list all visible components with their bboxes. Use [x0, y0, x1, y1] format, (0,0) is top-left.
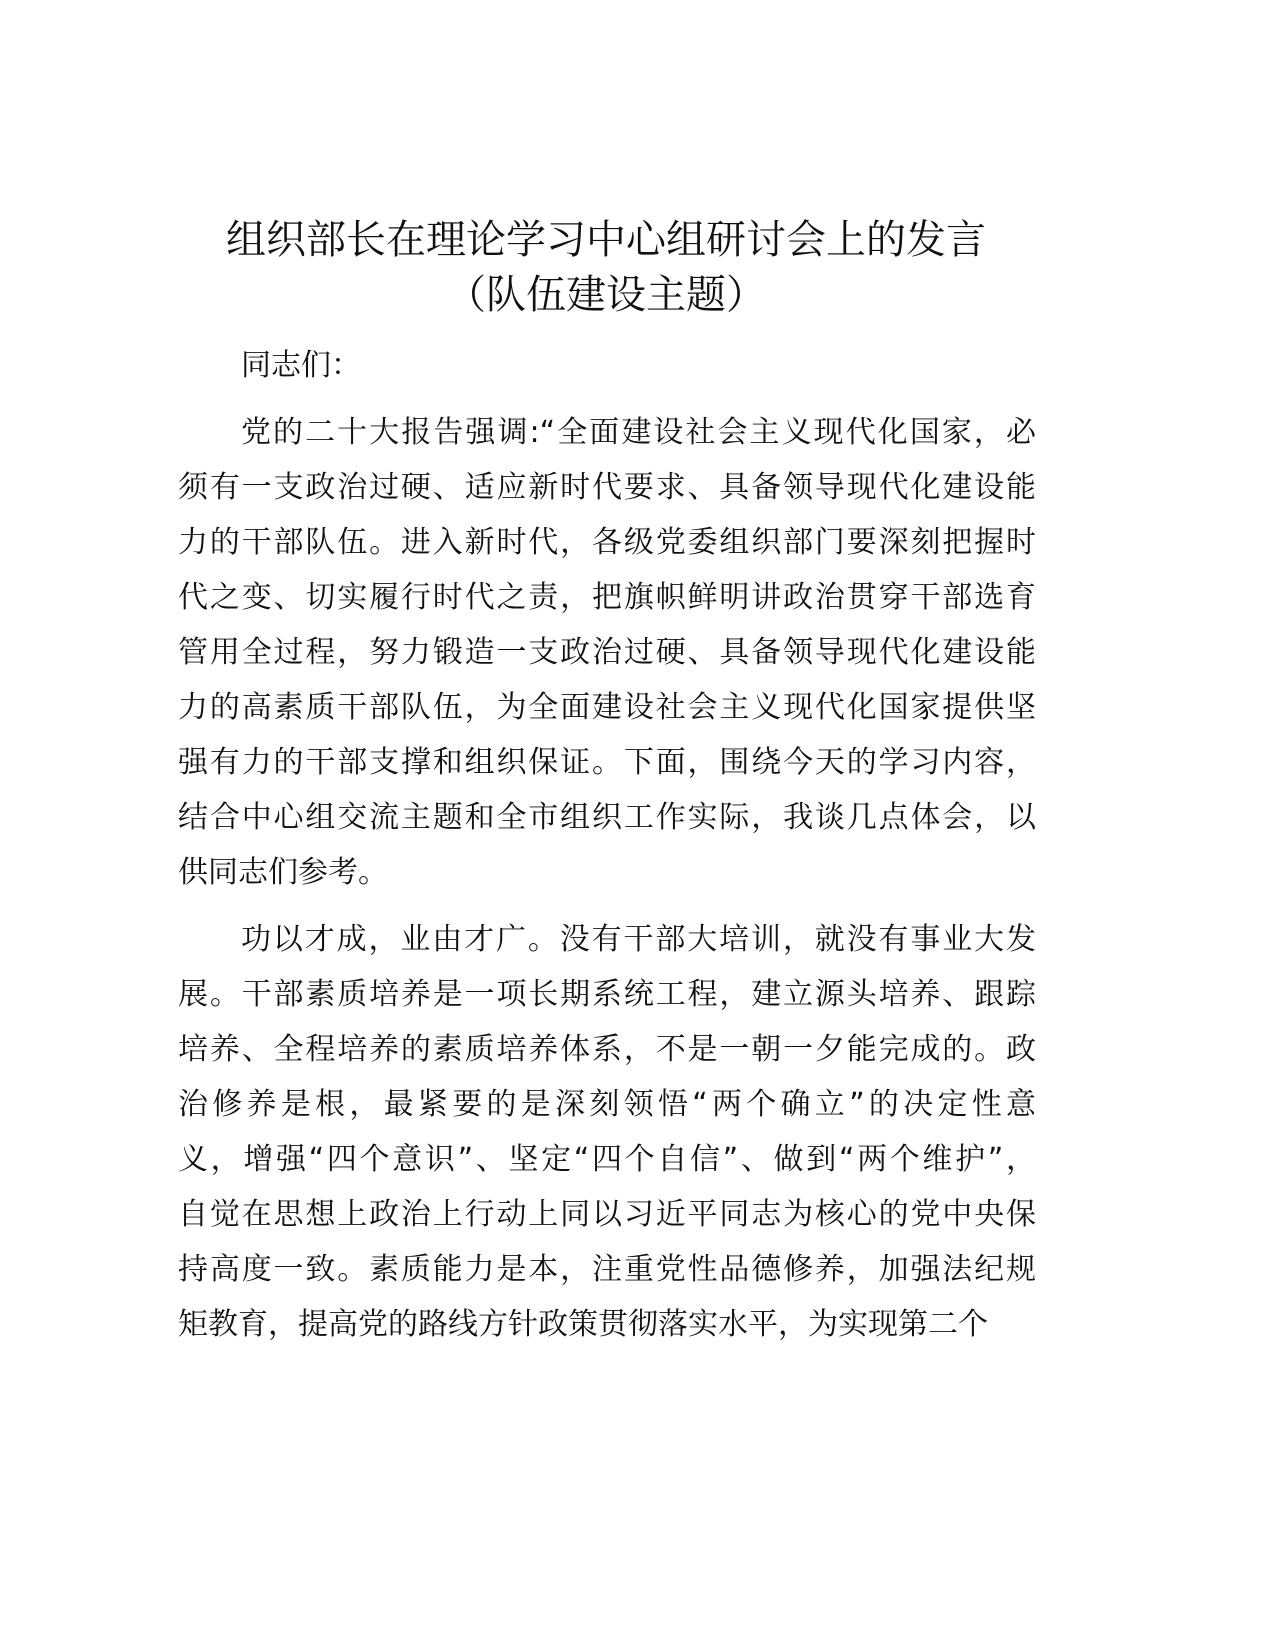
- paragraph-line: 力的高素质干部队伍，为全面建设社会主义现代化国家提供坚: [178, 690, 1036, 725]
- paragraph: [178, 338, 1036, 393]
- paragraph-line: 强有力的干部支撑和组织保证。下面，围绕今天的学习内容，: [178, 745, 1036, 780]
- paragraph-line: 同志们：: [241, 348, 361, 383]
- paragraph-line: 义，增强“四个意识”、坚定“四个自信”、做到“两个维护”，: [178, 1142, 1036, 1177]
- document-title: [0, 213, 1212, 323]
- paragraph-line: 结合中心组交流主题和全市组织工作实际，我谈几点体会，以: [178, 800, 1036, 835]
- paragraph-line: 力的干部队伍。进入新时代，各级党委组织部门要深刻把握时: [178, 525, 1036, 560]
- title-line-2: （队伍建设主题）: [446, 272, 766, 318]
- paragraph-line: 须有一支政治过硬、适应新时代要求、具备领导现代化建设能: [178, 470, 1036, 505]
- paragraph-line: 功以才成，业由才广。没有干部大培训，就没有事业大发: [241, 922, 1036, 957]
- paragraph-line: 党的二十大报告强调:“全面建设社会主义现代化国家，必: [241, 415, 1036, 450]
- title-line-1: 组织部长在理论学习中心组研讨会上的发言: [226, 217, 986, 263]
- paragraph-line: 展。干部素质培养是一项长期系统工程，建立源头培养、跟踪: [178, 977, 1036, 1012]
- paragraph-line: 治修养是根，最紧要的是深刻领悟“两个确立”的决定性意: [178, 1087, 1036, 1122]
- paragraph-line: 培养、全程培养的素质培养体系，不是一朝一夕能完成的。政: [178, 1032, 1036, 1067]
- document-body: [178, 338, 1036, 1364]
- paragraph-line: 代之变、切实履行时代之责，把旗帜鲜明讲政治贯穿干部选育: [178, 580, 1036, 615]
- paragraph-line: 管用全过程，努力锻造一支政治过硬、具备领导现代化建设能: [178, 635, 1036, 670]
- paragraph-line: 矩教育，提高党的路线方针政策贯彻落实水平，为实现第二个: [178, 1307, 988, 1342]
- paragraph-line: 自觉在思想上政治上行动上同以习近平同志为核心的党中央保: [178, 1197, 1036, 1232]
- paragraph: [178, 405, 1036, 900]
- paragraph-line: 持高度一致。素质能力是本，注重党性品德修养，加强法纪规: [178, 1252, 1036, 1287]
- paragraph: [178, 912, 1036, 1352]
- paragraph-line: 供同志们参考。: [178, 855, 388, 890]
